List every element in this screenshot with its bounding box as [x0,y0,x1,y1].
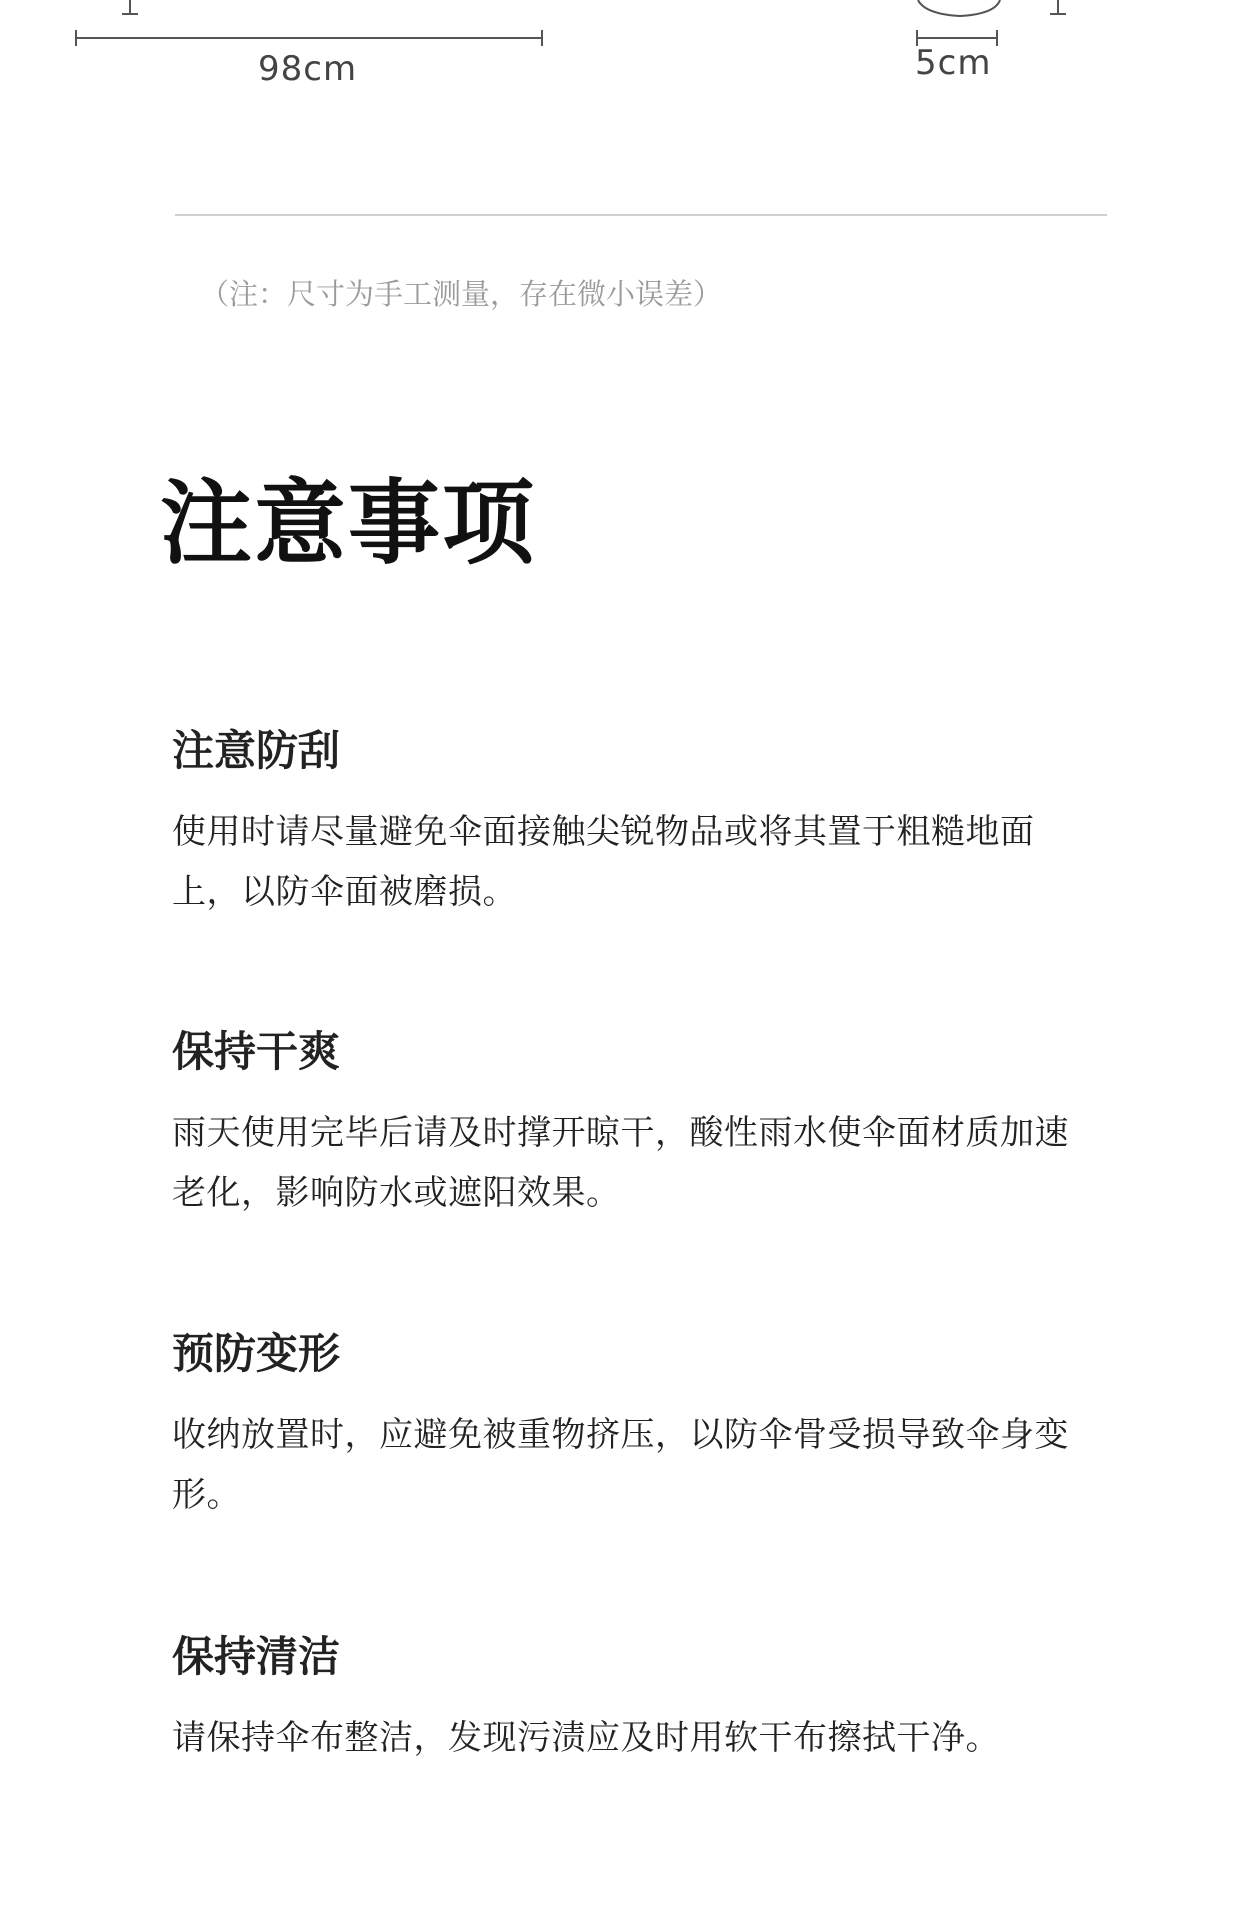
width-dimension-label: 98cm [258,49,358,89]
diameter-dimension-label: 5cm [915,43,992,83]
tip-body: 请保持伞布整洁，发现污渍应及时用软干布擦拭干净。 [172,1718,1000,1758]
tip-title: 注意防刮 [172,726,341,775]
tip-body: 收纳放置时，应避免被重物挤压，以防伞骨受损导致伞身变形。 [172,1415,1069,1515]
tip-title: 预防变形 [172,1329,341,1378]
tip-block-scratch [172,726,1092,922]
tip-title: 保持清洁 [172,1632,341,1681]
tip-title: 保持干爽 [172,1027,341,1076]
right-tick-marker [1050,0,1066,14]
tip-body: 雨天使用完毕后请及时撑开晾干，酸性雨水使伞面材质加速老化，影响防水或遮阳效果。 [172,1113,1069,1213]
dimension-lines [0,0,1255,110]
tip-block-clean [172,1632,1092,1768]
divider [175,214,1107,216]
tip-block-dry [172,1027,1092,1223]
tip-body: 使用时请尽量避免伞面接触尖锐物品或将其置于粗糙地面上，以防伞面被磨损。 [172,812,1035,912]
handle-end-outline [918,0,1000,16]
width-dimension-line [76,30,542,46]
left-tick-marker [122,0,138,14]
tip-block-deform [172,1329,1092,1525]
section-title: 注意事项 [160,470,537,577]
measurement-note: （注：尺寸为手工测量，存在微小误差） [200,277,723,311]
